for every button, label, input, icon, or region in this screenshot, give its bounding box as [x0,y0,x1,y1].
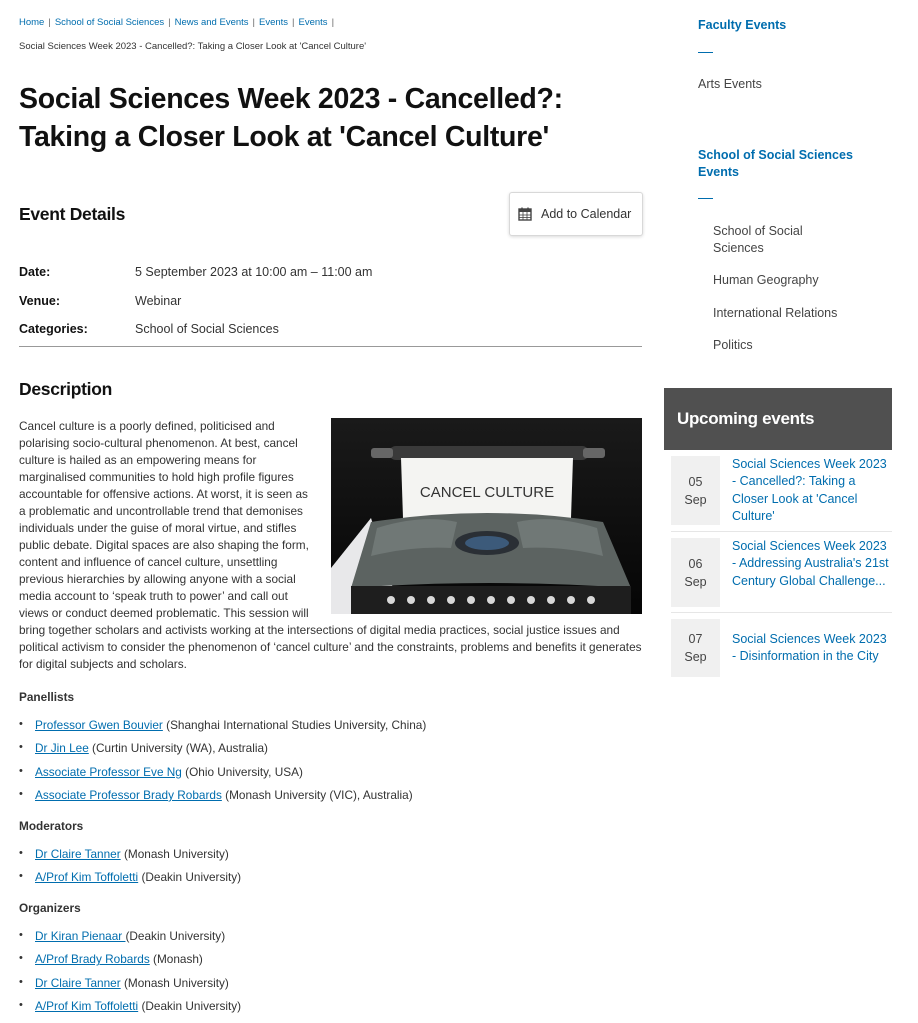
list-item [19,976,642,999]
event-day: 05 [688,474,703,489]
detail-label: Categories: [19,322,88,337]
detail-label: Venue: [19,293,60,308]
sidebar-item-human-geography[interactable]: Human Geography [713,273,819,287]
breadcrumb-events-2[interactable]: Events [298,17,328,28]
list-item [19,718,642,741]
sidebar-item-school[interactable]: School of Social Sciences [713,224,803,255]
breadcrumb-home[interactable]: Home [19,17,45,28]
list-item [19,952,642,975]
breadcrumb-separator: | [252,17,255,28]
organizers-list [19,929,642,1022]
breadcrumb-events[interactable]: Events [259,17,289,28]
list-item [19,847,642,870]
moderators-section [19,819,642,894]
person-link[interactable]: Dr Claire Tanner [35,975,121,990]
list-item [19,999,642,1022]
add-to-calendar-button[interactable] [509,192,643,236]
event-separator [671,612,892,613]
panellists-section [19,690,642,811]
breadcrumb-current: Social Sciences Week 2023 - Cancelled?: Taking a Closer Look at 'Cancel Culture' [19,41,367,52]
upcoming-event-item[interactable] [671,619,892,677]
panellists-label: Panellists [19,690,75,704]
person-link[interactable]: Associate Professor Eve Ng [35,764,182,779]
person-link[interactable]: A/Prof Brady Robards [35,952,150,967]
person-affiliation: (Deakin University) [138,998,242,1013]
image-caption-text: CANCEL CULTURE [419,484,555,501]
detail-categories [19,315,642,344]
event-date-box [671,456,720,525]
list-item [19,741,642,764]
event-month: Sep [684,574,707,589]
person-affiliation: (Shanghai International Studies University, China) [162,718,427,732]
person-link[interactable]: Professor Gwen Bouvier [35,718,163,732]
event-title-link[interactable]: Social Sciences Week 2023 - Addressing Australia's 21st Century Global Challenge... [732,539,889,588]
details-divider [19,346,642,347]
detail-value: Webinar [135,293,182,308]
person-link[interactable]: Associate Professor Brady Robards [35,787,222,802]
detail-value: 5 September 2023 at 10:00 am – 11:00 am [135,265,373,280]
detail-value: School of Social Sciences [135,322,279,337]
event-date-box [671,538,720,607]
event-month: Sep [684,650,707,664]
breadcrumb-school[interactable]: School of Social Sciences [54,17,165,28]
person-link[interactable]: Dr Claire Tanner [35,847,121,861]
person-affiliation: (Ohio University, USA) [181,764,303,779]
calendar-icon [518,207,532,221]
event-day: 07 [688,632,703,646]
description [19,418,642,673]
cancel-culture-typewriter-image [331,418,642,614]
title-underline [698,52,713,53]
event-separator [671,531,892,532]
event-day: 06 [688,556,703,571]
person-link[interactable]: Dr Jin Lee [35,741,89,756]
detail-venue [19,287,642,316]
list-item [19,765,642,788]
title-underline [698,198,713,199]
moderators-label: Moderators [19,819,84,833]
breadcrumb-news-events[interactable]: News and Events [174,17,249,28]
list-item [19,788,642,811]
list-item [19,870,642,893]
detail-label: Date: [19,265,51,280]
organizers-section [19,901,642,1022]
panellists-list [19,718,642,811]
sidebar-item-arts-events[interactable]: Arts Events [698,77,762,91]
breadcrumb-separator: | [292,17,295,28]
event-details-heading: Event Details [19,204,126,224]
description-heading: Description [19,379,112,399]
event-month: Sep [684,492,707,507]
person-affiliation: (Curtin University (WA), Australia) [88,741,268,756]
description-text: Cancel culture is a poorly defined, politicised and polarising socio-cultural phenomenon. At best, cancel culture is hailed as an empowering means for marginalised communities to hold high profile figures accountable for offensive actions. At worst, it is seen as a problematic and uncontrollable trend that demonises individuals under the guise of moral virtue, and stifles public debate. Digital spaces are also shaping the form, content and influence of cancel culture, unsettling previous hierarchies by allowing anyone with a social media account to ‘speak truth to power’ and call out views or conduct deemed problematic. This session will bring together scholars and activists working at the intersections of digital media practices, social justice issues and political activism to consider the phenomenon of ‘cancel culture’ and the constraints, problems and benefits it generates for digital subjects and scholars. [19,419,642,671]
breadcrumb [19,17,642,53]
breadcrumb-separator: | [48,17,51,28]
upcoming-event-item[interactable] [671,456,892,526]
person-link[interactable]: A/Prof Kim Toffoletti [35,998,139,1013]
breadcrumb-separator: | [331,17,335,28]
person-affiliation: (Monash) [149,952,203,967]
upcoming-event-item[interactable] [671,538,892,607]
page-title: Social Sciences Week 2023 - Cancelled?: Taking a Closer Look at 'Cancel Culture' [19,83,563,153]
organizers-label: Organizers [19,901,81,915]
sidebar-item-international-relations[interactable]: International Relations [713,306,838,320]
person-link[interactable]: A/Prof Kim Toffoletti [35,870,139,885]
sidebar-item-politics[interactable]: Politics [713,338,753,352]
school-events-title[interactable]: School of Social Sciences Events [698,148,853,179]
breadcrumb-separator: | [168,17,171,28]
person-affiliation: (Monash University (VIC), Australia) [221,787,413,802]
person-affiliation: (Deakin University) [138,870,242,885]
typewriter-illustration [331,418,642,614]
person-affiliation: (Deakin University) [125,929,226,943]
moderators-list [19,847,642,894]
event-title-link[interactable]: Social Sciences Week 2023 - Cancelled?: Taking a Closer Look at 'Cancel Culture' [732,457,887,524]
event-date-box [671,619,720,677]
person-affiliation: (Monash University) [120,975,229,990]
add-to-calendar-label: Add to Calendar [541,207,632,221]
upcoming-events-header: Upcoming events [664,388,892,450]
event-title-link[interactable]: Social Sciences Week 2023 - Disinformation in the City [732,632,887,664]
event-details [19,258,642,344]
person-link[interactable]: Dr Kiran Pienaar [35,929,126,943]
person-affiliation: (Monash University) [120,847,229,861]
detail-date [19,258,642,287]
faculty-events-title[interactable]: Faculty Events [698,18,787,32]
list-item [19,929,642,952]
